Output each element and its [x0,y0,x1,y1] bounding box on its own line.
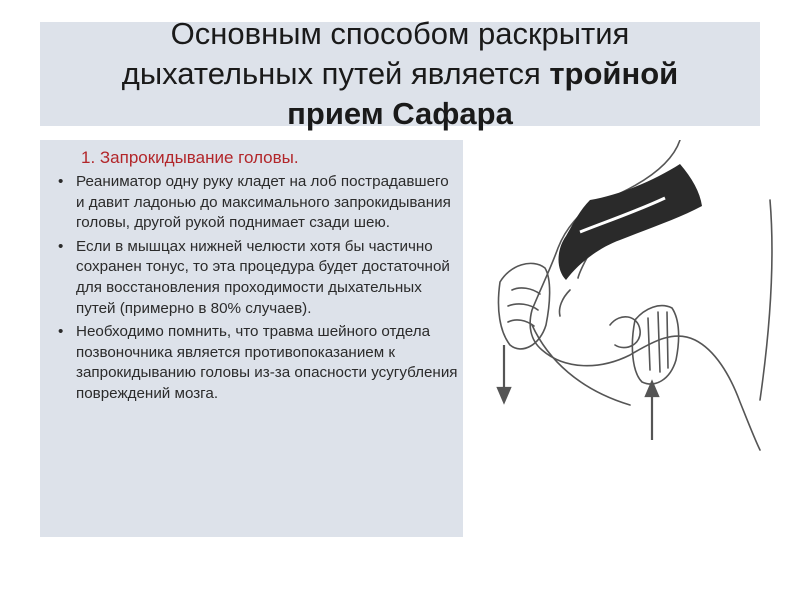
bullet-item [58,172,460,234]
title-line-2-bold: тройной [549,56,679,91]
bullet-text: Если в мышцах нижней челюсти хотя бы частично сохранен тонус, то эта процедура будет достаточной для восстановления проходимости дыхательных путей (примерно в 80% случаев). [76,237,450,317]
bullet-text: Реаниматор одну руку кладет на лоб пострадавшего и давит ладонью до максимального запрокидывания головы, другой рукой поднимает сзади шею. [76,173,451,232]
left-hand [498,263,549,349]
bullet-marker: • [58,173,64,190]
bullet-list [58,172,460,408]
bullet-item [58,237,460,319]
title-line-1: Основным способом раскрытия [170,16,630,51]
bullet-item [58,322,460,404]
neck-outline [760,200,772,400]
subheading: 1. Запрокидывание головы. [81,148,299,167]
right-hand [632,306,678,384]
bullet-text: Необходимо помнить, что травма шейного отдела позвоночника является противопоказанием к запрокидыванию головы из-за опасности усугубления повреждений мозга. [76,323,458,402]
head-tilt-airway-illustration [470,140,785,455]
left-fingers [508,288,540,326]
arrow-down-icon [498,388,510,402]
bullet-marker: • [58,237,64,255]
page-title [40,14,760,134]
right-fingers [648,312,668,372]
title-line-2: дыхательных путей является [121,56,550,91]
airway [559,164,703,280]
ear-outline [610,317,640,348]
title-line-3-bold: прием Сафара [287,96,513,131]
bullet-marker: • [58,323,64,341]
